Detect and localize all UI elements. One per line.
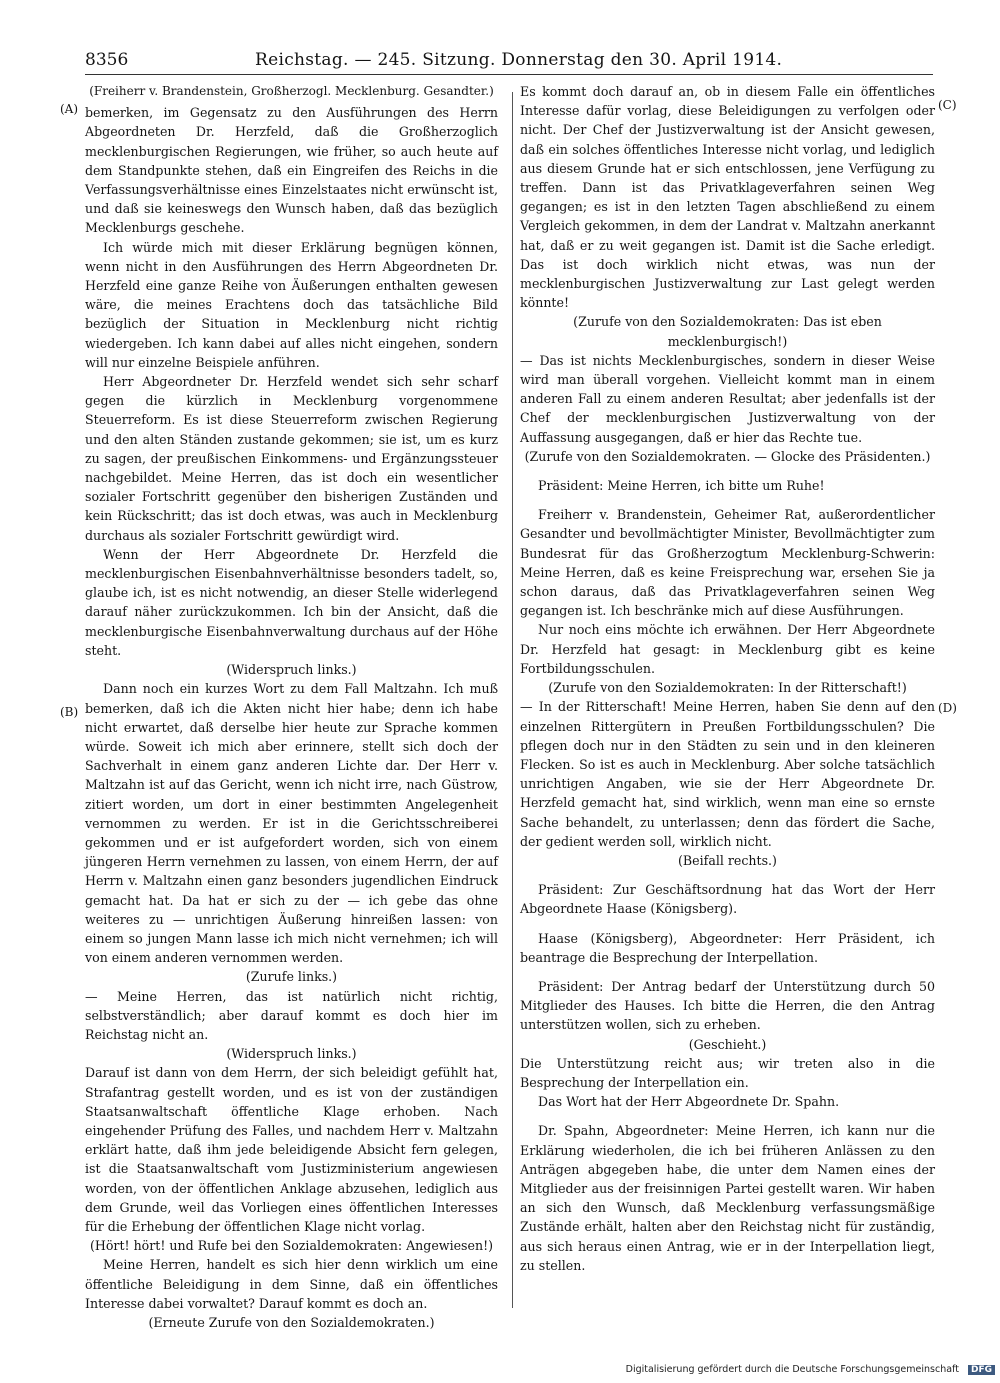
footer-text: Digitalisierung gefördert durch die Deutsche Forschungsgemeinschaft — [625, 1364, 959, 1375]
right-column — [520, 82, 935, 1275]
paragraph: Haase (Königsberg), Abgeordneter: Herr Präsident, ich beantrage die Besprechung der Interpellation. — [520, 930, 935, 965]
page-header — [85, 46, 933, 75]
paragraph: — Meine Herren, das ist natürlich nicht richtig, selbstverständlich; aber darauf kommt es doch hier im Reichstag nicht an. — [85, 988, 498, 1042]
dfg-logo: DFG — [968, 1365, 995, 1375]
paragraph: Wenn der Herr Abgeordnete Dr. Herzfeld die mecklenburgischen Eisenbahnverhältnisse besonders tadelt, so, glaube ich, ist es nicht notwendig, an dieser Stelle widerlegend darauf näher zurückzukommen. Ich bin der Ansicht, daß die mecklenburgische Eisenbahnverwaltung durchaus auf der Höhe steht. — [85, 546, 498, 658]
paragraph: bemerken, im Gegensatz zu den Ausführungen des Herrn Abgeordneten Dr. Herzfeld, daß die Großherzoglich mecklenburgischen Regierungen, wie früher, so auch heute auf dem Standpunkte stehen, daß ein Eingreifen des Reichs in die Verfassungsverhältnisse eines Einzelstaates nicht erwünscht ist, und daß sie keineswegs den Wunsch haben, daß das bezüglich Mecklenburgs geschehe. — [85, 105, 498, 236]
speaker-attribution: (Freiherr v. Brandenstein, Großherzogl. Mecklenburg. Gesandter.) — [89, 84, 494, 98]
paragraph: Die Unterstützung reicht aus; wir treten also in die Besprechung der Interpellation ein. — [520, 1055, 935, 1090]
footer — [0, 1364, 995, 1378]
interjection: (Zurufe von den Sozialdemokraten: Das ist eben mecklenburgisch!) — [573, 314, 882, 349]
paragraph: Herr Abgeordneter Dr. Herzfeld wendet sich sehr scharf gegen die kürzlich in Mecklenburg vorgenommene Steuerreform. Es ist diese Steuerreform zwischen Regierung und den alten Ständen zustande gekommen; sie ist, um es kurz zu sagen, der preußischen Einkommens- und Ergänzungssteuer nachgebildet. Meine Herren, das ist doch ein wesentlicher sozialer Fortschritt gegenüber den bisherigen Zuständen und kein Rückschritt; das ist doch etwas, was auch in Mecklenburg durchaus als sozialer Fortschritt gewürdigt wird. — [85, 374, 498, 543]
margin-marker-a: (A) — [60, 102, 79, 116]
paragraph: Dann noch ein kurzes Wort zu dem Fall Maltzahn. Ich muß bemerken, daß ich die Akten nicht hier habe; denn ich habe nicht erwartet, daß derselbe hier heute zur Sprache kommen würde. Soweit ich mich aber erinnere, stellt sich doch der Sachverhalt in einem ganz anderen Lichte dar. Der Herr v. Maltzahn ist auf das Gericht, wenn ich nicht irre, nach Güstrow, zitiert worden, um dort in einer bestimmten Angelegenheit vernommen zu werden. Er ist in die Gerichtsschreiberei gekommen und er ist aufgefordert worden, sich von einem jüngeren Herrn vernehmen zu lassen, von einem Herrn, der auf Herrn v. Maltzahn einen ganz besonders jugendlichen Eindruck gemacht hat. Da hat er sich zu der — ich gebe das ohne weiteres zu — unrichtigen Äußerung hinreißen lassen: von einem so jungen Mann lasse ich mich nicht vernehmen; ich will von einem anderen vernommen werden. — [85, 681, 498, 966]
margin-marker-d: (D) — [938, 701, 957, 715]
interjection: (Widerspruch links.) — [226, 662, 357, 678]
page-title: Reichstag. — 245. Sitzung. Donnerstag den 30. April 1914. — [255, 50, 783, 70]
interjection: (Hört! hört! und Rufe bei den Sozialdemokraten: Angewiesen!) — [89, 1238, 494, 1254]
paragraph: Nur noch eins möchte ich erwähnen. Der Herr Abgeordnete Dr. Herzfeld hat gesagt: in Mecklenburg gibt es keine Fortbildungsschulen. — [520, 622, 935, 676]
paragraph: Präsident: Meine Herren, ich bitte um Ruhe! — [538, 478, 825, 494]
paragraph: Ich würde mich mit dieser Erklärung begnügen können, wenn nicht in den Ausführungen des Herrn Abgeordneten Dr. Herzfeld eine ganze Reihe von Äußerungen enthalten gewesen wäre, die meines Erachtens doch das tatsächliche Bild bezüglich der Situation in Mecklenburg nicht richtig wiedergeben. Ich kann dabei auf alles nicht eingehen, sondern will nur einzelne Beispiele anführen. — [85, 239, 498, 370]
paragraph: — In der Ritterschaft! Meine Herren, haben Sie denn auf den einzelnen Rittergütern in Preußen Fortbildungsschulen? Die pflegen doch nur in den Städten zu sein und in den kleineren Flecken. So ist es auch in Mecklenburg. Aber solche tatsächlich unrichtigen Angaben, wie sie der Herr Abgeordnete Dr. Herzfeld gemacht hat, sind wirklich, wenn man eine so ernste Sache behandelt, zu unterlassen; denn das fördert die Sache, der gedient werden soll, wirklich nicht. — [520, 699, 935, 849]
paragraph: Meine Herren, handelt es sich hier denn wirklich um eine öffentliche Beleidigung in dem Sinne, daß ein öffentliches Interesse dabei vorwaltet? Darauf kommt es doch an. — [85, 1257, 498, 1311]
interjection: (Geschieht.) — [688, 1036, 767, 1052]
paragraph: Präsident: Zur Geschäftsordnung hat das Wort der Herr Abgeordnete Haase (Königsberg). — [520, 882, 935, 917]
left-column — [85, 82, 498, 1332]
margin-marker-b: (B) — [60, 705, 79, 719]
paragraph: Das Wort hat der Herr Abgeordnete Dr. Spahn. — [538, 1094, 840, 1110]
interjection: (Zurufe links.) — [245, 969, 338, 985]
page-number: 8356 — [85, 50, 129, 70]
paragraph: Darauf ist dann von dem Herrn, der sich beleidigt gefühlt hat, Strafantrag gestellt worden, und es ist von der zuständigen Staatsanwaltschaft öffentliche Klage erhoben. Nach eingehender Prüfung des Falles, und nachdem Herr v. Maltzahn erklärt hatte, daß ihm jede beleidigende Absicht fern gelegen, ist die Staatsanwaltschaft vom Justizministerium angewiesen worden, von der öffentlichen Anklage abzusehen, lediglich aus dem Grunde, weil das Vorliegen eines öffentlichen Interesses für die Erhebung der öffentlichen Klage nicht vorlag. — [85, 1065, 498, 1234]
interjection: (Widerspruch links.) — [226, 1046, 357, 1062]
paragraph: Es kommt doch darauf an, ob in diesem Falle ein öffentliches Interesse dafür vorlag, diese Beleidigungen zu verfolgen oder nicht. Der Chef der Justizverwaltung ist der Ansicht gewesen, daß ein solches öffentliches Interesse nicht vorlag, und lediglich aus diesem Grunde hat er sich entschlossen, jene Verfügung zu treffen. Dann ist das Privatklageverfahren seinen Weg gegangen; es ist in den letzten Tagen abschließend zu einem Vergleich gekommen, in dem der Landrat v. Maltzahn anerkannt hat, daß er zu weit gegangen ist. Damit ist die Sache erledigt. Das ist doch wirklich nicht etwas, was nun der mecklenburgischen Justizverwaltung zur Last gelegt werden könnte! — [520, 84, 935, 311]
interjection: (Zurufe von den Sozialdemokraten. — Glocke des Präsidenten.) — [524, 448, 931, 464]
paragraph: — Das ist nichts Mecklenburgisches, sondern in dieser Weise wird man überall vorgehen. Vielleicht kommt man in einem anderen Fall zu einem anderen Resultat; aber jedenfalls ist der Chef der mecklenburgischen Justizverwaltung von der Auffassung ausgegangen, daß er hier das Rechte tue. — [520, 352, 935, 445]
paragraph: Dr. Spahn, Abgeordneter: Meine Herren, ich kann nur die Erklärung wiederholen, die ich bei früheren Anlässen zu den Anträgen abgegeben habe, die unter dem Namen eines der Mitglieder aus der freisinnigen Partei gestellt waren. Wir haben an sich den Wunsch, daß Mecklenburg verfassungsmäßige Zustände erhält, halten aber den Reichstag nicht für zuständig, aus sich heraus einen Antrag, wie er in der Interpellation liegt, zu stellen. — [520, 1123, 935, 1273]
paragraph: Präsident: Der Antrag bedarf der Unterstützung durch 50 Mitglieder des Hauses. Ich bitte die Herren, die den Antrag unterstützen wollen, sich zu erheben. — [520, 978, 935, 1033]
column-divider — [512, 92, 513, 1308]
interjection: (Erneute Zurufe von den Sozialdemokraten.) — [148, 1315, 435, 1330]
margin-marker-c: (C) — [938, 98, 957, 112]
paragraph: Freiherr v. Brandenstein, Geheimer Rat, außerordentlicher Gesandter und bevollmächtigter Minister, Bevollmächtigter zum Bundesrat für das Großherzogtum Mecklenburg-Schwerin: Meine Herren, daß es keine Freisprechung war, ersehen Sie ja schon daraus, daß das Privatklageverfahren seinen Weg gegangen ist. Ich beschränke mich auf diese Ausführungen. — [520, 507, 935, 619]
interjection: (Beifall rechts.) — [678, 852, 777, 868]
interjection: (Zurufe von den Sozialdemokraten: In der Ritterschaft!) — [548, 680, 907, 696]
